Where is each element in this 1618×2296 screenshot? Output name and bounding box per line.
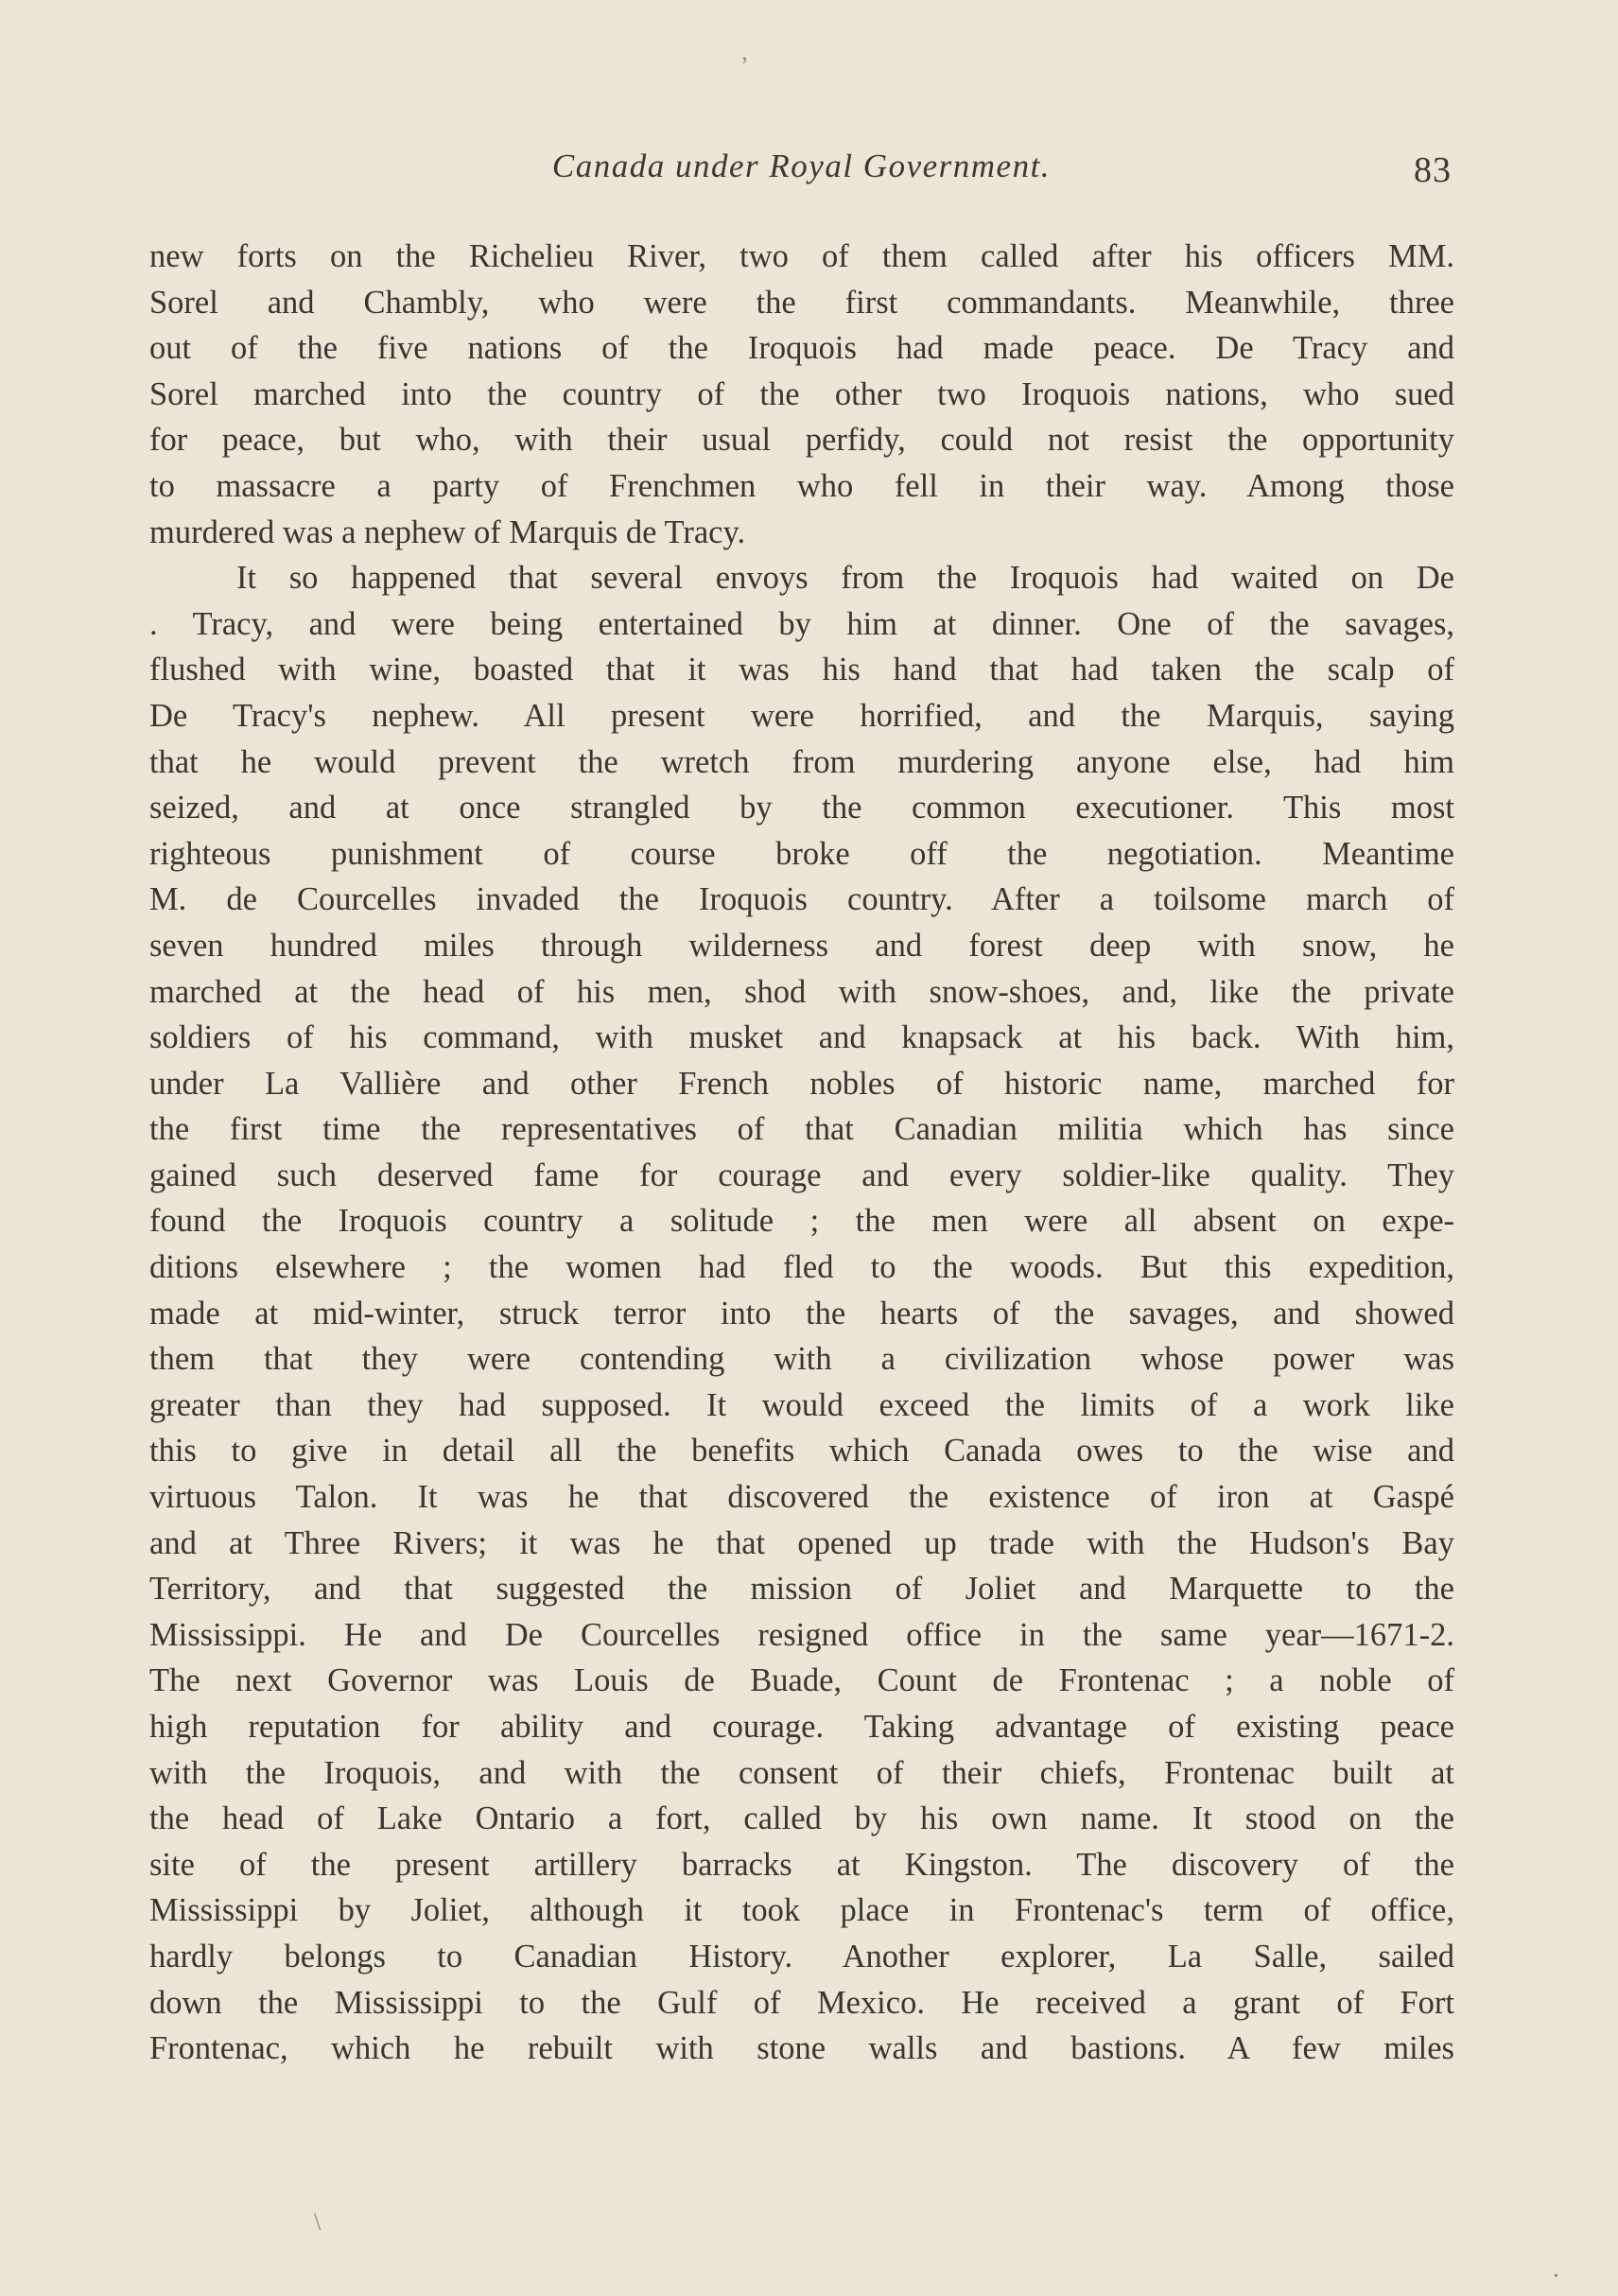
text-line: seized, and at once strangled by the common executioner. This most [149, 790, 1454, 826]
page-number: 83 [1414, 150, 1452, 190]
text-line: Sorel and Chambly, who were the first commandants. Meanwhile, three [149, 284, 1454, 321]
text-line: found the Iroquois country a solitude ; the men were all absent on expe- [149, 1203, 1454, 1240]
text-line: murdered was a nephew of Marquis de Tracy. [149, 513, 746, 550]
text-line: virtuous Talon. It was he that discovered the existence of iron at Gaspé [149, 1479, 1454, 1516]
text-line: the head of Lake Ontario a fort, called by his own name. It stood on the [149, 1800, 1454, 1837]
text-line: ditions elsewhere ; the women had fled to the woods. But this expedition, [149, 1249, 1454, 1286]
text-line: M. de Courcelles invaded the Iroquois country. After a toilsome march of [149, 881, 1454, 918]
text-line: this to give in detail all the benefits which Canada owes to the wise and [149, 1433, 1454, 1470]
text-line: out of the five nations of the Iroquois had made peace. De Tracy and [149, 330, 1454, 367]
text-line: Mississippi. He and De Courcelles resigned office in the same year—1671-2. [149, 1616, 1454, 1653]
text-line: soldiers of his command, with musket and knapsack at his back. With him, [149, 1019, 1454, 1056]
text-line: greater than they had supposed. It would exceed the limits of a work like [149, 1386, 1454, 1423]
text-line: under La Vallière and other French nobles of historic name, marched for [149, 1065, 1454, 1102]
text-line: righteous punishment of course broke off the negotiation. Meantime [149, 835, 1454, 872]
text-line: that he would prevent the wretch from murdering anyone else, had him [149, 743, 1454, 780]
scan-speck: \ [314, 2208, 322, 2235]
text-line: new forts on the Richelieu River, two of them called after his officers MM. [149, 238, 1454, 274]
text-line: Territory, and that suggested the mission of Joliet and Marquette to the [149, 1571, 1454, 1608]
text-line: to massacre a party of Frenchmen who fell in their way. Among those [149, 467, 1454, 504]
text-line: hardly belongs to Canadian History. Another explorer, La Salle, sailed [149, 1938, 1454, 1974]
running-title: Canada under Royal Government. [551, 148, 1052, 184]
text-line: . Tracy, and were being entertained by him at dinner. One of the savages, [149, 605, 1454, 642]
text-line: the first time the representatives of that Canadian militia which has since [149, 1111, 1454, 1148]
text-line: with the Iroquois, and with the consent of their chiefs, Frontenac built at [149, 1754, 1454, 1791]
text-line: and at Three Rivers; it was he that opened up trade with the Hudson's Bay [149, 1524, 1454, 1561]
text-line: high reputation for ability and courage. Taking advantage of existing peace [149, 1709, 1454, 1745]
text-line: gained such deserved fame for courage and every soldier-like quality. They [149, 1157, 1454, 1193]
text-line: Mississippi by Joliet, although it took place in Frontenac's term of office, [149, 1892, 1454, 1929]
text-line: for peace, but who, with their usual perfidy, could not resist the opportunity [149, 422, 1454, 459]
text-line: made at mid-winter, struck terror into the hearts of the savages, and showed [149, 1295, 1454, 1331]
scan-speck: • [1554, 2270, 1558, 2284]
text-line: De Tracy's nephew. All present were horrified, and the Marquis, saying [149, 697, 1454, 734]
body-text [149, 234, 1454, 2072]
text-line: seven hundred miles through wilderness and forest deep with snow, he [149, 927, 1454, 964]
text-line: down the Mississippi to the Gulf of Mexico. He received a grant of Fort [149, 1984, 1454, 2021]
text-line: site of the present artillery barracks at Kingston. The discovery of the [149, 1846, 1454, 1883]
paragraph-first-line: It so happened that several envoys from the Iroquois had waited on De [236, 560, 1454, 597]
text-line: The next Governor was Louis de Buade, Count de Frontenac ; a noble of [149, 1662, 1454, 1699]
text-line: them that they were contending with a civilization whose power was [149, 1341, 1454, 1378]
text-line: marched at the head of his men, shod with snow-shoes, and, like the private [149, 973, 1454, 1010]
text-line: flushed with wine, boasted that it was his hand that had taken the scalp of [149, 652, 1454, 688]
scan-speck: ʼ [740, 52, 749, 79]
text-line: Sorel marched into the country of the other two Iroquois nations, who sued [149, 375, 1454, 412]
text-line: Frontenac, which he rebuilt with stone walls and bastions. A few miles [149, 2030, 1454, 2067]
running-head [151, 148, 1452, 200]
